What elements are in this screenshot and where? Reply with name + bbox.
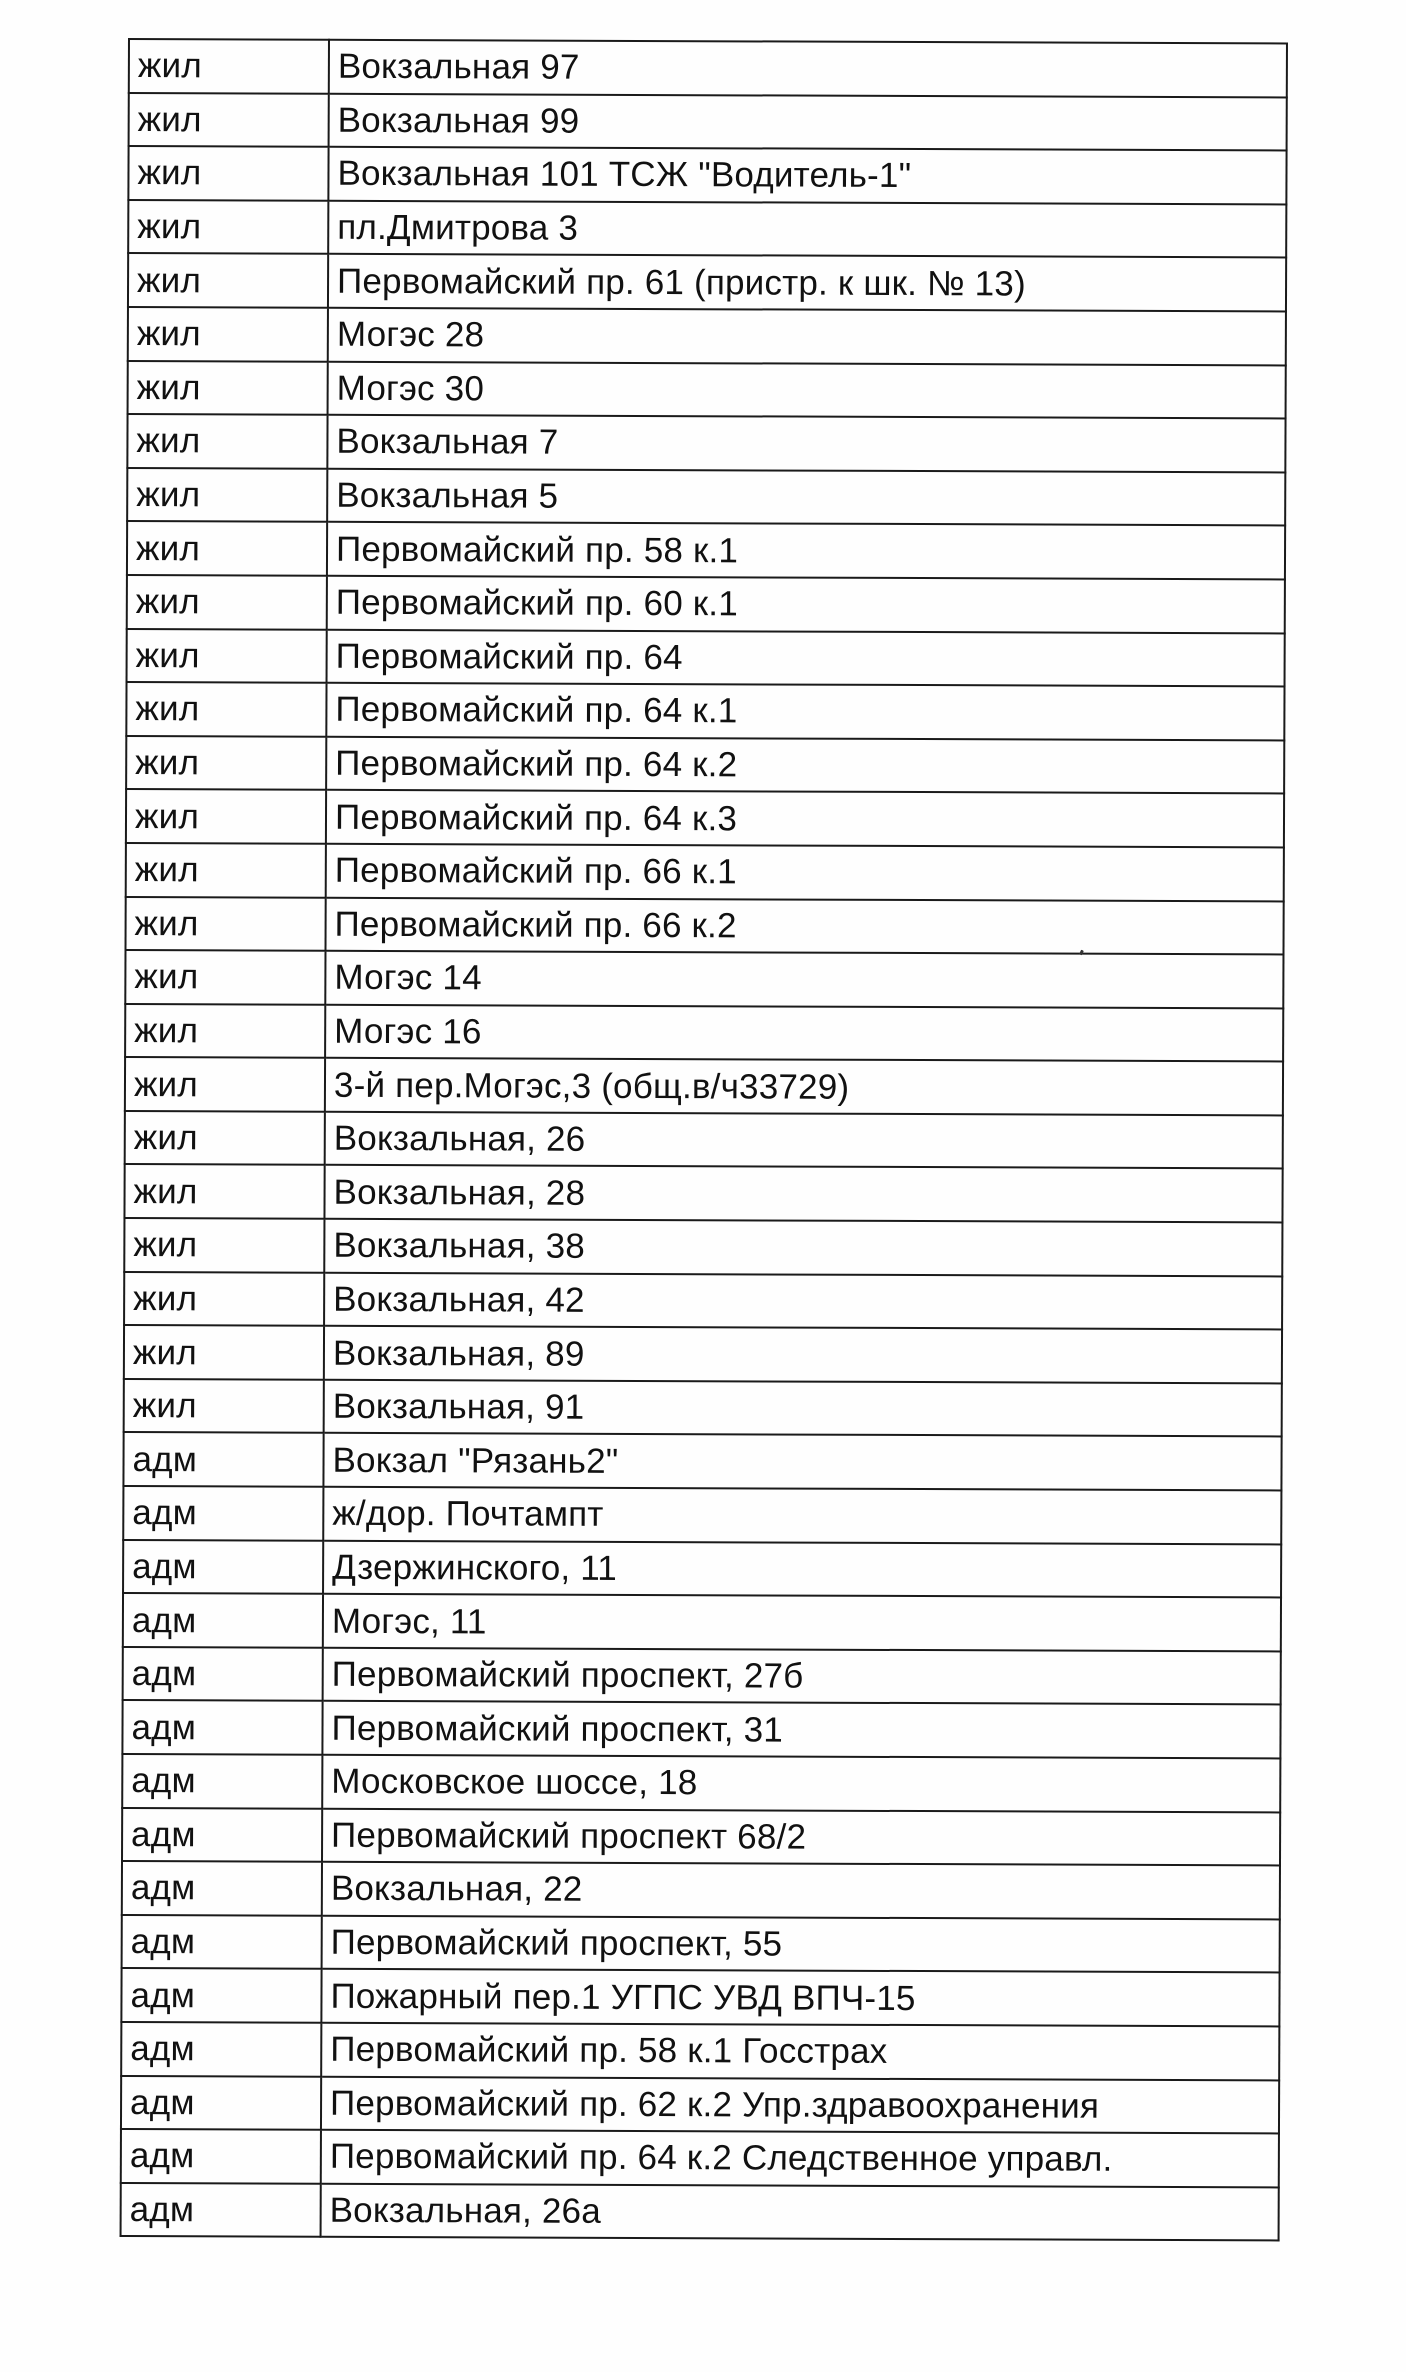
row-address-cell: Первомайский пр. 64 к.1 [326, 683, 1284, 740]
row-type-cell: адм [121, 2076, 321, 2130]
row-address-cell: Вокзал "Рязань2" [323, 1433, 1281, 1490]
table-row [121, 1968, 1279, 2026]
row-address-cell: Первомайский пр. 64 [327, 629, 1285, 686]
row-address-cell: Вокзальная 99 [329, 93, 1287, 150]
table-row [122, 1861, 1280, 1919]
address-table-body [121, 39, 1287, 2241]
row-type-cell: адм [123, 1593, 323, 1647]
row-type-cell: жил [126, 843, 326, 897]
row-type-cell: жил [124, 1379, 324, 1433]
row-type-cell: жил [128, 361, 328, 415]
row-address-cell: Вокзальная, 42 [324, 1272, 1282, 1329]
row-type-cell: адм [123, 1486, 323, 1540]
row-address-cell: Вокзальная, 91 [324, 1380, 1282, 1437]
row-address-cell: Первомайский пр. 64 к.2 Следственное управл. [321, 2130, 1279, 2187]
table-row [125, 1057, 1283, 1115]
row-type-cell: адм [121, 1968, 321, 2022]
table-row [125, 896, 1283, 954]
row-address-cell: Московское шоссе, 18 [322, 1755, 1280, 1812]
row-type-cell: жил [128, 253, 328, 307]
row-address-cell: Первомайский пр. 58 к.1 [327, 522, 1285, 579]
table-row [124, 1218, 1282, 1276]
row-address-cell: Вокзальная, 28 [324, 1165, 1282, 1222]
row-type-cell: жил [125, 1057, 325, 1111]
row-address-cell: Первомайский пр. 66 к.1 [326, 844, 1284, 901]
row-address-cell: Первомайский пр. 58 к.1 Госстрах [321, 2023, 1279, 2080]
row-type-cell: жил [127, 629, 327, 683]
table-row [121, 2022, 1279, 2080]
row-type-cell: жил [125, 1004, 325, 1058]
row-type-cell: жил [126, 682, 326, 736]
table-row [122, 1915, 1280, 1973]
table-row [123, 1486, 1281, 1544]
row-type-cell: жил [128, 200, 328, 254]
table-row [124, 1325, 1282, 1383]
table-row [126, 736, 1284, 794]
row-address-cell: Вокзальная 97 [329, 40, 1287, 97]
row-address-cell: Первомайский пр. 64 к.2 [326, 736, 1284, 793]
row-address-cell: Могэс 28 [328, 308, 1286, 365]
row-type-cell: жил [126, 736, 326, 790]
row-type-cell: жил [124, 1164, 324, 1218]
row-address-cell: Вокзальная 5 [327, 469, 1285, 526]
table-row [121, 2076, 1279, 2134]
row-address-cell: Вокзальная 7 [327, 415, 1285, 472]
row-address-cell: Могэс, 11 [323, 1594, 1281, 1651]
row-type-cell: адм [122, 1915, 322, 1969]
row-address-cell: ж/дор. Почтампт [323, 1487, 1281, 1544]
table-row [128, 253, 1286, 311]
row-type-cell: адм [122, 1754, 322, 1808]
row-address-cell: Вокзальная, 89 [324, 1326, 1282, 1383]
row-type-cell: жил [128, 146, 328, 200]
row-address-cell: Первомайский проспект, 31 [322, 1701, 1280, 1758]
row-address-cell: Могэс 30 [328, 361, 1286, 418]
row-type-cell: жил [129, 39, 329, 93]
row-type-cell: жил [124, 1272, 324, 1326]
row-type-cell: жил [124, 1325, 324, 1379]
table-row [129, 39, 1287, 97]
table-row [124, 1272, 1282, 1330]
table-row [122, 1700, 1280, 1758]
row-type-cell: жил [125, 896, 325, 950]
table-row [128, 361, 1286, 419]
row-address-cell: Первомайский пр. 66 к.2 [325, 897, 1283, 954]
row-address-cell: Первомайский проспект, 55 [322, 1916, 1280, 1973]
row-type-cell: жил [124, 1218, 324, 1272]
row-address-cell: Первомайский пр. 64 к.3 [326, 790, 1284, 847]
row-type-cell: адм [123, 1540, 323, 1594]
row-address-cell: Могэс 14 [325, 951, 1283, 1008]
table-row [128, 146, 1286, 204]
row-type-cell: жил [128, 307, 328, 361]
row-type-cell: адм [123, 1647, 323, 1701]
row-address-cell: Дзержинского, 11 [323, 1540, 1281, 1597]
row-address-cell: Первомайский пр. 62 к.2 Упр.здравоохранения [321, 2076, 1279, 2133]
table-row [127, 575, 1285, 633]
table-row [127, 414, 1285, 472]
row-address-cell: Могэс 16 [325, 1004, 1283, 1061]
row-type-cell: жил [127, 414, 327, 468]
row-type-cell: адм [122, 1808, 322, 1862]
address-table [120, 38, 1288, 2242]
table-row [123, 1540, 1281, 1598]
row-address-cell: Вокзальная, 22 [322, 1862, 1280, 1919]
row-type-cell: жил [125, 950, 325, 1004]
row-address-cell: Первомайский пр. 60 к.1 [327, 576, 1285, 633]
table-row [127, 468, 1285, 526]
row-type-cell: жил [127, 468, 327, 522]
row-type-cell: жил [127, 575, 327, 629]
table-row [123, 1593, 1281, 1651]
table-row [128, 200, 1286, 258]
row-type-cell: адм [122, 1700, 322, 1754]
row-address-cell: Вокзальная, 26 [325, 1112, 1283, 1169]
table-row [122, 1754, 1280, 1812]
table-row [129, 93, 1287, 151]
table-row [123, 1647, 1281, 1705]
row-address-cell: Первомайский проспект, 27б [323, 1648, 1281, 1705]
table-row [126, 682, 1284, 740]
row-address-cell: пл.Дмитрова 3 [328, 201, 1286, 258]
table-row [127, 629, 1285, 687]
table-row [125, 950, 1283, 1008]
table-row [125, 1111, 1283, 1169]
table-row [124, 1164, 1282, 1222]
table-row [122, 1808, 1280, 1866]
row-address-cell: Вокзальная, 38 [324, 1219, 1282, 1276]
table-row [123, 1432, 1281, 1490]
row-address-cell: 3-й пер.Могэс,3 (общ.в/ч33729) [325, 1058, 1283, 1115]
table-row [121, 2129, 1279, 2187]
table-row [127, 521, 1285, 579]
table-row [126, 843, 1284, 901]
row-address-cell: Первомайский проспект 68/2 [322, 1808, 1280, 1865]
row-type-cell: адм [121, 2022, 321, 2076]
row-address-cell: Вокзальная 101 ТСЖ "Водитель-1" [328, 147, 1286, 204]
table-row [125, 1004, 1283, 1062]
row-type-cell: адм [122, 1861, 322, 1915]
row-address-cell: Первомайский пр. 61 (пристр. к шк. № 13) [328, 254, 1286, 311]
row-address-cell: Пожарный пер.1 УГПС УВД ВПЧ-15 [321, 1969, 1279, 2026]
row-type-cell: жил [127, 521, 327, 575]
table-row [126, 789, 1284, 847]
table-row [124, 1379, 1282, 1437]
row-type-cell: адм [121, 2183, 321, 2237]
row-address-cell: Вокзальная, 26а [321, 2184, 1279, 2241]
table-row [128, 307, 1286, 365]
row-type-cell: жил [125, 1111, 325, 1165]
row-type-cell: адм [121, 2129, 321, 2183]
row-type-cell: жил [129, 93, 329, 147]
row-type-cell: жил [126, 789, 326, 843]
table-row [121, 2183, 1279, 2241]
row-type-cell: адм [123, 1432, 323, 1486]
